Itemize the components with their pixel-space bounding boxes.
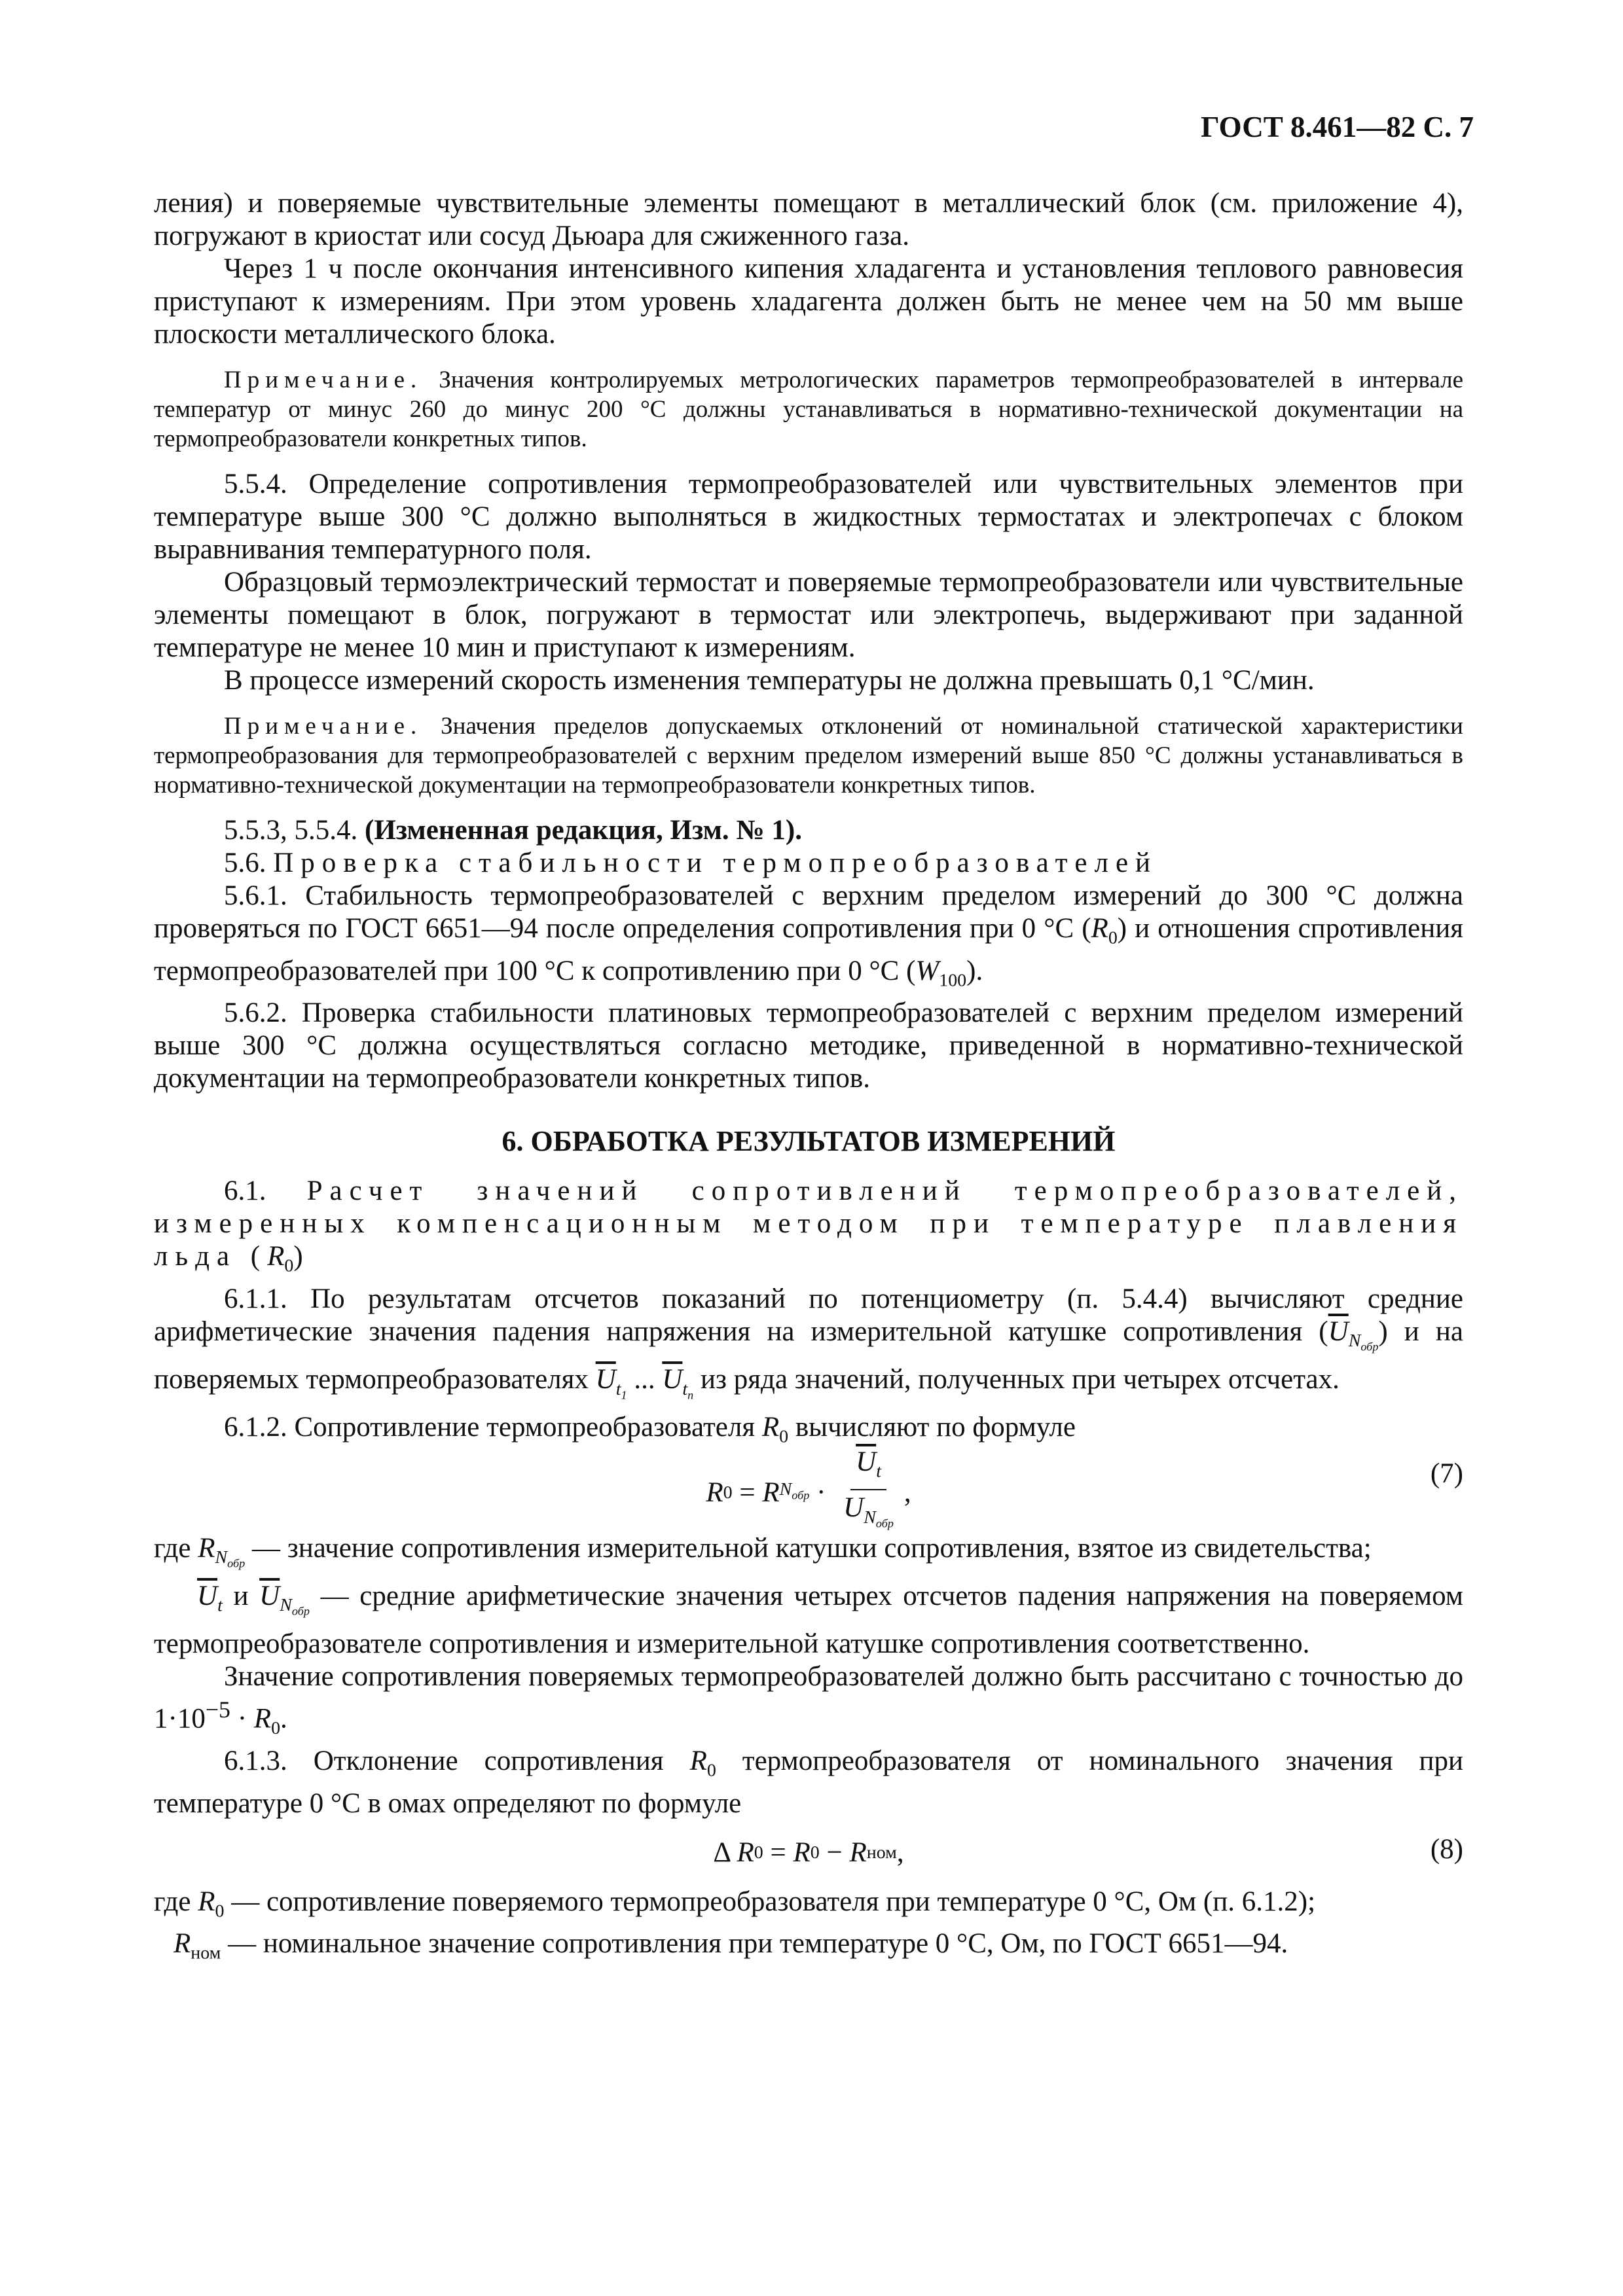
formula-number: (7) bbox=[1430, 1458, 1463, 1489]
amendment-note: (Измененная редакция, Изм. № 1). bbox=[365, 815, 802, 846]
formula-8: Δ R 0 = R 0 − R ном , (8) bbox=[713, 1833, 1463, 1868]
note-label: Примечание. bbox=[224, 367, 423, 393]
paragraph: 6.1.2. Сопротивление термопреобразователя $R_0$ вычисляют по формуле bbox=[224, 1412, 1076, 1447]
paragraph: В процессе измерений скорость изменения температуры не должна превышать 0,1 °С/мин. bbox=[224, 665, 1315, 696]
note bbox=[154, 365, 1463, 454]
page-content bbox=[154, 187, 1463, 1970]
section-title: 5.6. Проверка стабильности термопреобразователей bbox=[224, 848, 1158, 878]
paragraph: где $R_{N_{обр}}$ — значение сопротивления измерительной катушки сопротивления, взятое из свидетельства; bbox=[154, 1532, 1372, 1570]
paragraph: $R_{ном}$ — номинальное значение сопротивления при температуре 0 °С, Ом, по ГОСТ 6651—94. bbox=[173, 1928, 1288, 1964]
note-text: Значения пределов допускаемых отклонений от номинальной статической характеристики термопреобразования для термопреобразователей с верхним пределом измерений выше 850 °С должны устанавливаться в нормативно-технической документации на термопреобразователи конкретных типов. bbox=[154, 713, 1463, 798]
note-text: Значения контролируемых метрологических параметров термопреобразователей в интервале температур от минус 260 до минус 200 °С должны устанавливаться в нормативно-технической документации на термопреобразователи конкретных типов. bbox=[154, 367, 1463, 452]
paragraph: 6.1.1. По результатам отсчетов показаний по потенциометру (п. 5.4.4) вычисляют средние арифметические значения падения напряжения на измерительной катушке сопротивления $(\overline{U}_{N_{обр}})$ и на поверяемых термопреобразователях $\overline{U}_{t_1}$ ... $\overline{U}_{t_n}$ из ряда значений, полученных при четырех отсчетах. bbox=[154, 1283, 1464, 1402]
note-label: Примечание. bbox=[224, 713, 423, 740]
formula-number: (8) bbox=[1430, 1833, 1463, 1865]
page-header: ГОСТ 8.461—82 С. 7 bbox=[1201, 111, 1474, 143]
paragraph: $\overline{U}_t$ и $\overline{U}_{N_{обр}}$ — средние арифметические значения четырех отсчетов падения напряжения на поверяемом термопреобразователе сопротивления и измерительной катушке сопротивления соответственно. bbox=[154, 1580, 1463, 1660]
formula-7: R 0 = R $N_{обр}$ · $\frac{\overline{U}_t}{U_{N_{обр}}}$ , (7) bbox=[154, 1454, 1463, 1532]
paragraph: 5.5.4. Определение сопротивления термопреобразователей или чувствительных элементов при температуре выше 300 °С должно выполняться в жидкостных термостатах и электропечах с блоком выравнивания температурного поля. bbox=[154, 469, 1463, 565]
section-heading: 6. ОБРАБОТКА РЕЗУЛЬТАТОВ ИЗМЕРЕНИЙ bbox=[501, 1125, 1116, 1158]
paragraph: 5.6.1. Стабильность термопреобразователей с верхним пределом измерений до 300 °С должна проверяться по ГОСТ 6651—94 после определения сопротивления при 0 °С $(R_0)$ и отношения спротивления термопреобразователей при 100 °С к сопротивлению при 0 °С $(W_{100})$. bbox=[154, 880, 1464, 991]
paragraph: Через 1 ч после окончания интенсивного кипения хладагента и установления теплового равновесия приступают к измерениям. При этом уровень хладагента должен быть не менее чем на 50 мм выше плоскости металлического блока. bbox=[154, 253, 1463, 350]
paragraph: Образцовый термоэлектрический термостат и поверяемые термопреобразователи или чувствительные элементы помещают в блок, погружают в термостат или электропечь, выдерживают при заданной температуре не менее 10 мин и приступают к измерениям. bbox=[154, 567, 1463, 663]
paragraph: Значение сопротивления поверяемых термопреобразователей должно быть рассчитано с точностью до $1\cdot 10^{-5} \cdot R_0$. bbox=[154, 1661, 1463, 1738]
fraction: $\frac{\overline{U}_t}{U_{N_{обр}}}$ bbox=[843, 1446, 894, 1530]
paragraph: 5.6.2. Проверка стабильности платиновых термопреобразователей с верхним пределом измерений выше 300 °С должна осуществляться согласно методике, приведенной в нормативно-технической документации на термопреобразователи конкретных типов. bbox=[154, 997, 1463, 1094]
subsection-title: 6.1. Расчет значений сопротивлений термопреобразователей, измеренных компенсационным методом при температуре плавления льда $(R_0)$ bbox=[154, 1175, 1464, 1276]
note bbox=[154, 711, 1463, 800]
paragraph: где $R_0$ — сопротивление поверяемого термопреобразователя при температуре 0 °С, Ом (п. 6.1.2); bbox=[154, 1886, 1316, 1922]
paragraph: 6.1.3. Отклонение сопротивления $R_0$ термопреобразователя от номинального значения при температуре 0 °С в омах определяют по формуле bbox=[154, 1745, 1463, 1819]
paragraph: 5.5.3, 5.5.4. (Измененная редакция, Изм. № 1). bbox=[224, 815, 802, 846]
paragraph: ления) и поверяемые чувствительные элементы помещают в металлический блок (см. приложение 4), погружают в криостат или сосуд Дьюара для сжиженного газа. bbox=[154, 188, 1463, 251]
